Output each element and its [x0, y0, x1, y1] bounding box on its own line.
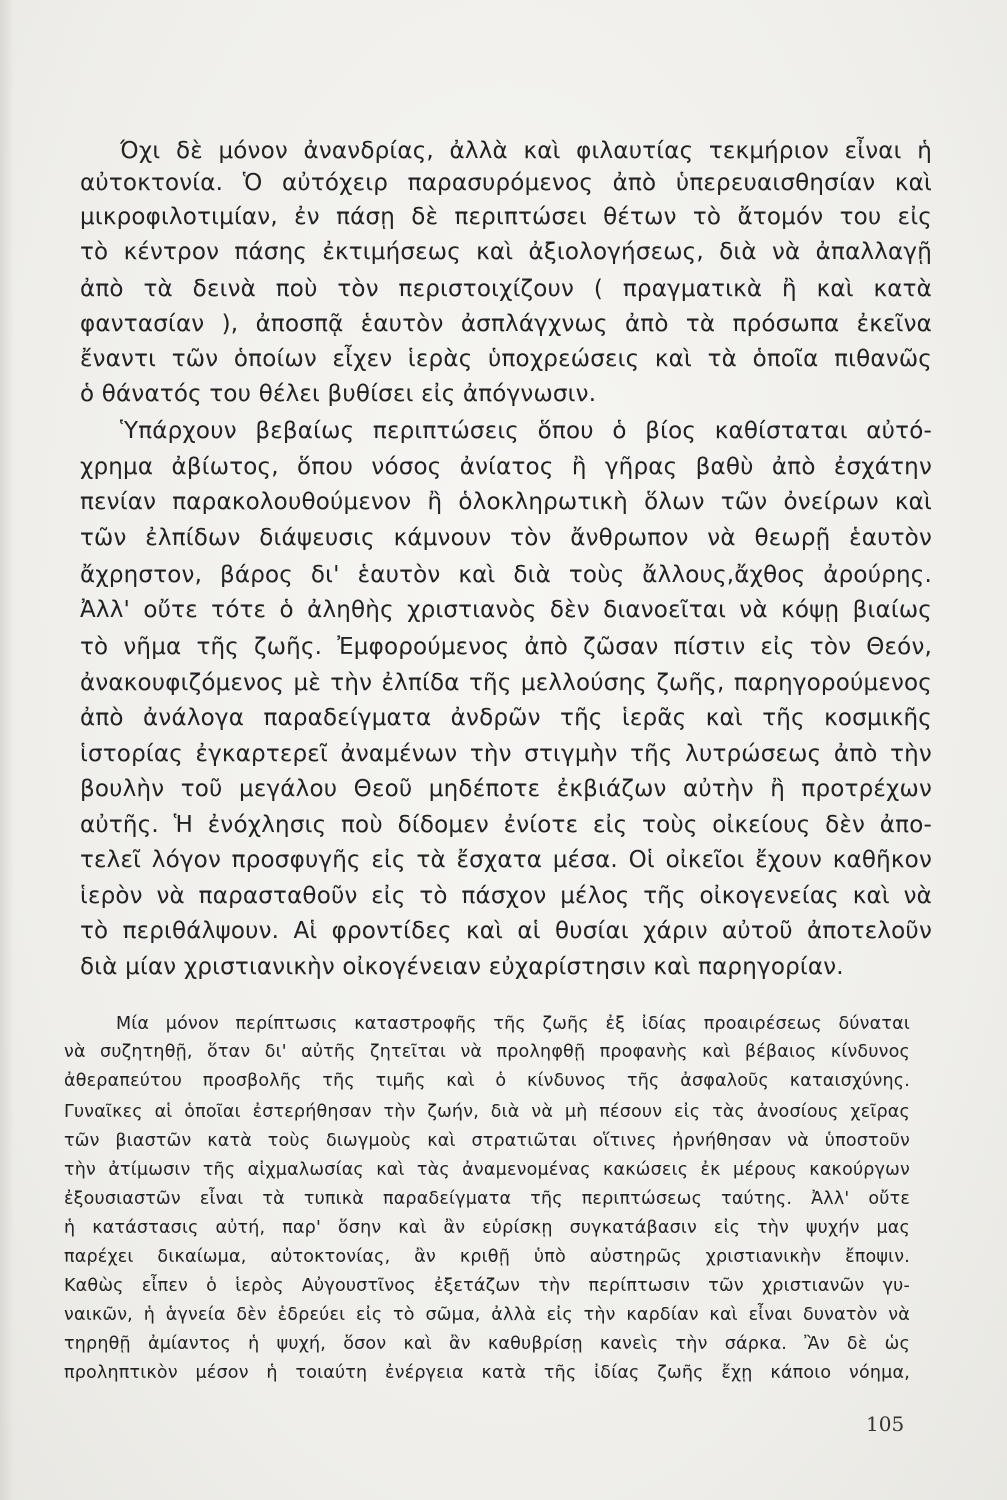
main-line: τὸ κέντρον πάσης ἐκτιμήσεως καὶ ἀξιολογήσεως, διὰ νὰ ἀπαλλαγῇ	[80, 239, 932, 265]
main-line: μικροφιλοτιμίαν, ἐν πάσῃ δὲ περιπτώσει θέτων τὸ ἄτομόν του εἰς	[80, 204, 932, 230]
main-line: πενίαν παρακολουθούμενον ἢ ὁλοκληρωτικὴ ὅλων τῶν ὀνείρων καὶ	[80, 489, 932, 515]
main-line: ἔναντι τῶν ὁποίων εἶχεν ἱερὰς ὑποχρεώσεις καὶ τὰ ὁποῖα πιθανῶς	[80, 346, 932, 372]
page-gutter-shadow	[0, 0, 14, 1500]
main-line: τῶν ἐλπίδων διάψευσις κάμνουν τὸν ἄνθρωπον νὰ θεωρῇ ἑαυτὸν	[80, 525, 932, 551]
note-line: προληπτικὸν μέσον ἡ τοιαύτη ἐνέργεια κατὰ τῆς ἰδίας ζωῆς ἔχῃ κάποιο νόημα,	[64, 1363, 910, 1383]
main-line: τὸ περιθάλψουν. Αἱ φροντίδες καὶ αἱ θυσίαι χάριν αὐτοῦ ἀποτελοῦν	[80, 918, 932, 944]
main-line: ἱερὸν νὰ παρασταθοῦν εἰς τὸ πάσχον μέλος τῆς οἰκογενείας καὶ νὰ	[80, 883, 932, 909]
note-line: ἐξουσιαστῶν εἶναι τὰ τυπικὰ παραδείγματα τῆς περιπτώσεως ταύτης. Ἀλλ' οὔτε	[64, 1189, 910, 1209]
note-line: τῶν βιαστῶν κατὰ τοὺς διωγμοὺς καὶ στρατιῶται οἵτινες ἠρνήθησαν νὰ ὑποστοῦν	[64, 1131, 910, 1151]
note-line: ἡ κατάστασις αὐτή, παρ' ὅσην καὶ ἂν εὑρίσκῃ συγκατάβασιν εἰς τὴν ψυχήν μας	[64, 1218, 910, 1238]
note-line: τὴν ἀτίμωσιν τῆς αἰχμαλωσίας καὶ τὰς ἀναμενομένας κακώσεις ἐκ μέρους κακούργων	[64, 1160, 910, 1180]
main-line: Όχι δὲ μόνον ἀνανδρίας, ἀλλὰ καὶ φιλαυτίας τεκμήριον εἶναι ἡ	[120, 138, 932, 164]
main-line: Ἀλλ' οὔτε τότε ὁ ἀληθὴς χριστιανὸς δὲν διανοεῖται νὰ κόψῃ βιαίως	[80, 597, 932, 623]
note-line: ναικῶν, ἡ ἁγνεία δὲν ἑδρεύει εἰς τὸ σῶμα, ἀλλὰ εἰς τὴν καρδίαν καὶ εἶναι δυνατὸν νὰ	[64, 1305, 910, 1325]
main-line: Ὑπάρχουν βεβαίως περιπτώσεις ὅπου ὁ βίος καθίσταται αὐτό-	[120, 418, 932, 444]
main-line: ἀπὸ ἀνάλογα παραδείγματα ἀνδρῶν τῆς ἱερᾶς καὶ τῆς κοσμικῆς	[80, 705, 932, 731]
note-line: ἀθεραπεύτου προσβολῆς τῆς τιμῆς καὶ ὁ κίνδυνος τῆς ἀσφαλοῦς καταισχύνης.	[64, 1071, 910, 1091]
main-line: ὁ θάνατός του θέλει βυθίσει εἰς ἀπόγνωσιν.	[80, 381, 597, 407]
main-line: αὐτῆς. Ἡ ἐνόχλησις ποὺ δίδομεν ἐνίοτε εἰς τοὺς οἰκείους δὲν ἀπο-	[80, 812, 932, 838]
main-line: διὰ μίαν χριστιανικὴν οἰκογένειαν εὐχαρίστησιν καὶ παρηγορίαν.	[80, 954, 844, 980]
main-line: τελεῖ λόγον προσφυγῆς εἰς τὰ ἔσχατα μέσα. Οἱ οἰκεῖοι ἔχουν καθῆκον	[80, 847, 932, 873]
main-line: ἀπὸ τὰ δεινὰ ποὺ τὸν περιστοιχίζουν ( πραγματικὰ ἢ καὶ κατὰ	[80, 276, 932, 302]
page-number: 105	[866, 1412, 905, 1436]
main-line: τὸ νῆμα τῆς ζωῆς. Ἐμφορούμενος ἀπὸ ζῶσαν πίστιν εἰς τὸν Θεόν,	[80, 634, 932, 660]
note-line: τηρηθῇ ἀμίαντος ἡ ψυχή, ὅσον καὶ ἂν καθυβρίσῃ κανεὶς τὴν σάρκα. Ἂν δὲ ὡς	[64, 1334, 910, 1354]
main-line: ἱστορίας ἐγκαρτερεῖ ἀναμένων τὴν στιγμὴν τῆς λυτρώσεως ἀπὸ τὴν	[80, 741, 932, 767]
note-line: Γυναῖκες αἱ ὁποῖαι ἐστερήθησαν τὴν ζωήν, διὰ νὰ μὴ πέσουν εἰς τὰς ἀνοσίους χεῖρας	[64, 1102, 910, 1122]
note-line: Καθὼς εἶπεν ὁ ἱερὸς Αὐγουστῖνος ἐξετάζων τὴν περίπτωσιν τῶν χριστιανῶν γυ-	[64, 1276, 910, 1296]
main-line: φαντασίαν ), ἀποσπᾷ ἑαυτὸν ἀσπλάγχνως ἀπὸ τὰ πρόσωπα ἐκεῖνα	[80, 311, 932, 337]
main-line: ἀνακουφιζόμενος μὲ τὴν ἐλπίδα τῆς μελλούσης ζωῆς, παρηγορούμενος	[80, 670, 932, 696]
main-line: χρημα ἀβίωτος, ὅπου νόσος ἀνίατος ἢ γῆρας βαθὺ ἀπὸ ἐσχάτην	[80, 454, 932, 480]
main-line: βουλὴν τοῦ μεγάλου Θεοῦ μηδέποτε ἐκβιάζων αὐτὴν ἢ προτρέχων	[80, 776, 932, 802]
main-line: ἄχρηστον, βάρος δι' ἑαυτὸν καὶ διὰ τοὺς ἄλλους,ἄχθος ἀρούρης.	[80, 562, 932, 588]
note-line: νὰ συζητηθῇ, ὅταν δι' αὐτῆς ζητεῖται νὰ προληφθῇ προφανὴς καὶ βέβαιος κίνδυνος	[64, 1042, 910, 1062]
note-line: Μία μόνον περίπτωσις καταστροφῆς τῆς ζωῆς ἐξ ἰδίας προαιρέσεως δύναται	[116, 1014, 910, 1034]
note-line: παρέχει δικαίωμα, αὐτοκτονίας, ἂν κριθῇ ὑπὸ αὐστηρῶς χριστιανικὴν ἔποψιν.	[64, 1247, 910, 1267]
main-line: αὐτοκτονία. Ὁ αὐτόχειρ παρασυρόμενος ἀπὸ ὑπερευαισθησίαν καὶ	[80, 170, 932, 196]
